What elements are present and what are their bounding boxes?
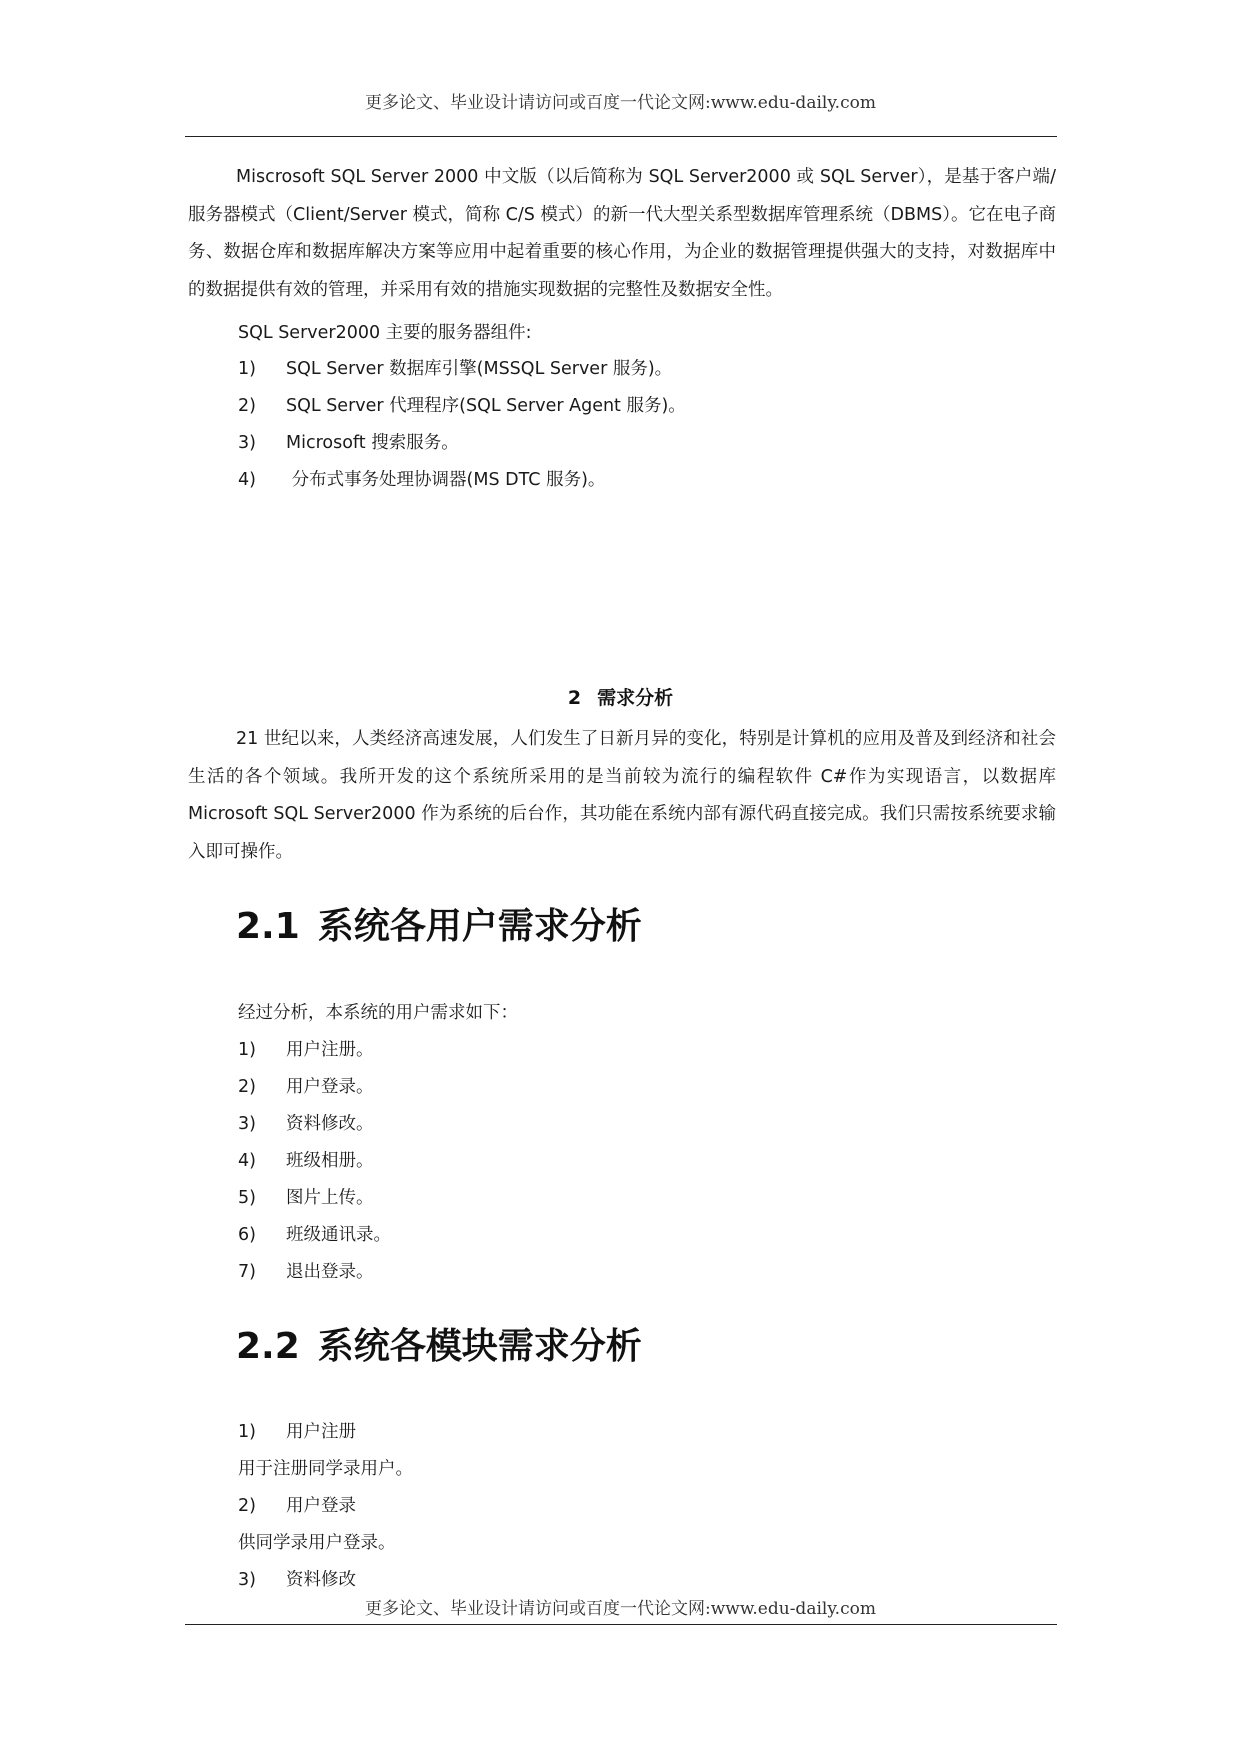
list-number: 5) xyxy=(238,1188,256,1208)
chapter-heading xyxy=(0,683,1241,710)
section-number: 2.1 xyxy=(236,906,300,947)
list-text: 班级通讯录。 xyxy=(286,1225,391,1245)
section-number: 2.2 xyxy=(236,1326,300,1367)
module-description: 用于注册同学录用户。 xyxy=(238,1459,413,1479)
requirement-item xyxy=(238,1035,374,1065)
section-heading-2-1 xyxy=(236,898,642,949)
list-number: 6) xyxy=(238,1225,256,1245)
module-title: 用户注册 xyxy=(286,1422,356,1442)
list-number: 3) xyxy=(238,1114,256,1134)
section-heading-2-2 xyxy=(236,1318,642,1369)
requirement-item xyxy=(238,1257,374,1287)
component-item xyxy=(238,428,459,458)
section-intro: 经过分析，本系统的用户需求如下： xyxy=(238,1003,518,1023)
page-header: 更多论文、毕业设计请访问或百度一代论文网:www.edu-daily.com xyxy=(365,93,876,113)
section-title: 系统各用户需求分析 xyxy=(317,906,642,947)
module-item xyxy=(238,1491,356,1521)
chapter-paragraph-text: 21 世纪以来，人类经济高速发展，人们发生了日新月异的变化，特别是计算机的应用及普及到经济和社会生活的各个领域。我所开发的这个系统所采用的是当前较为流行的编程软件 C#作为实现语言，以数据库 Microsoft SQL Server2000 作为系统的后台作，其功能在系统内部有源代码直接完成。我们只需按系统要求输入即可操作。 xyxy=(188,729,1056,862)
requirement-item xyxy=(238,1146,374,1176)
module-title: 用户登录 xyxy=(286,1496,356,1516)
list-text: 图片上传。 xyxy=(286,1188,374,1208)
list-text: Microsoft 搜索服务。 xyxy=(286,433,459,453)
components-title: SQL Server2000 主要的服务器组件: xyxy=(238,323,532,343)
requirement-item xyxy=(238,1183,374,1213)
list-text: 用户登录。 xyxy=(286,1077,374,1097)
list-text: SQL Server 数据库引擎(MSSQL Server 服务)。 xyxy=(286,359,673,379)
list-number: 7) xyxy=(238,1262,256,1282)
module-item xyxy=(238,1417,356,1447)
requirement-item xyxy=(238,1220,391,1250)
list-number: 3) xyxy=(238,433,256,453)
list-text: 用户注册。 xyxy=(286,1040,374,1060)
chapter-number: 2 xyxy=(567,687,582,709)
intro-paragraph-text: Miscrosoft SQL Server 2000 中文版（以后简称为 SQL Server2000 或 SQL Server），是基于客户端/服务器模式（Client/Server 模式，简称 C/S 模式）的新一代大型关系型数据库管理系统（DBMS）。它在电子商务、数据仓库和数据库解决方案等应用中起着重要的核心作用，为企业的数据管理提供强大的支持，对数据库中的数据提供有效的管理，并采用有效的措施实现数据的完整性及数据安全性。 xyxy=(188,167,1056,300)
intro-paragraph xyxy=(188,159,1056,309)
section-title: 系统各模块需求分析 xyxy=(317,1326,642,1367)
module-item xyxy=(238,1565,356,1595)
list-text: 班级相册。 xyxy=(286,1151,374,1171)
component-item xyxy=(238,354,672,384)
list-text: 资料修改。 xyxy=(286,1114,374,1134)
list-number: 4) xyxy=(238,470,256,490)
list-number: 2) xyxy=(238,1496,256,1516)
list-number: 1) xyxy=(238,1422,256,1442)
list-number: 4) xyxy=(238,1151,256,1171)
module-description: 供同学录用户登录。 xyxy=(238,1533,396,1553)
chapter-title: 需求分析 xyxy=(597,687,674,709)
list-number: 3) xyxy=(238,1570,256,1590)
list-number: 2) xyxy=(238,396,256,416)
header-rule xyxy=(185,136,1057,137)
component-item xyxy=(238,391,686,421)
chapter-paragraph xyxy=(188,721,1056,871)
component-item xyxy=(238,465,605,495)
requirement-item xyxy=(238,1072,374,1102)
footer-rule xyxy=(185,1624,1057,1625)
list-number: 1) xyxy=(238,359,256,379)
list-number: 2) xyxy=(238,1077,256,1097)
page-footer: 更多论文、毕业设计请访问或百度一代论文网:www.edu-daily.com xyxy=(365,1599,876,1619)
list-text: SQL Server 代理程序(SQL Server Agent 服务)。 xyxy=(286,396,686,416)
module-title: 资料修改 xyxy=(286,1570,356,1590)
list-text: 退出登录。 xyxy=(286,1262,374,1282)
list-number: 1) xyxy=(238,1040,256,1060)
list-text: 分布式事务处理协调器(MS DTC 服务)。 xyxy=(286,470,606,490)
requirement-item xyxy=(238,1109,374,1139)
